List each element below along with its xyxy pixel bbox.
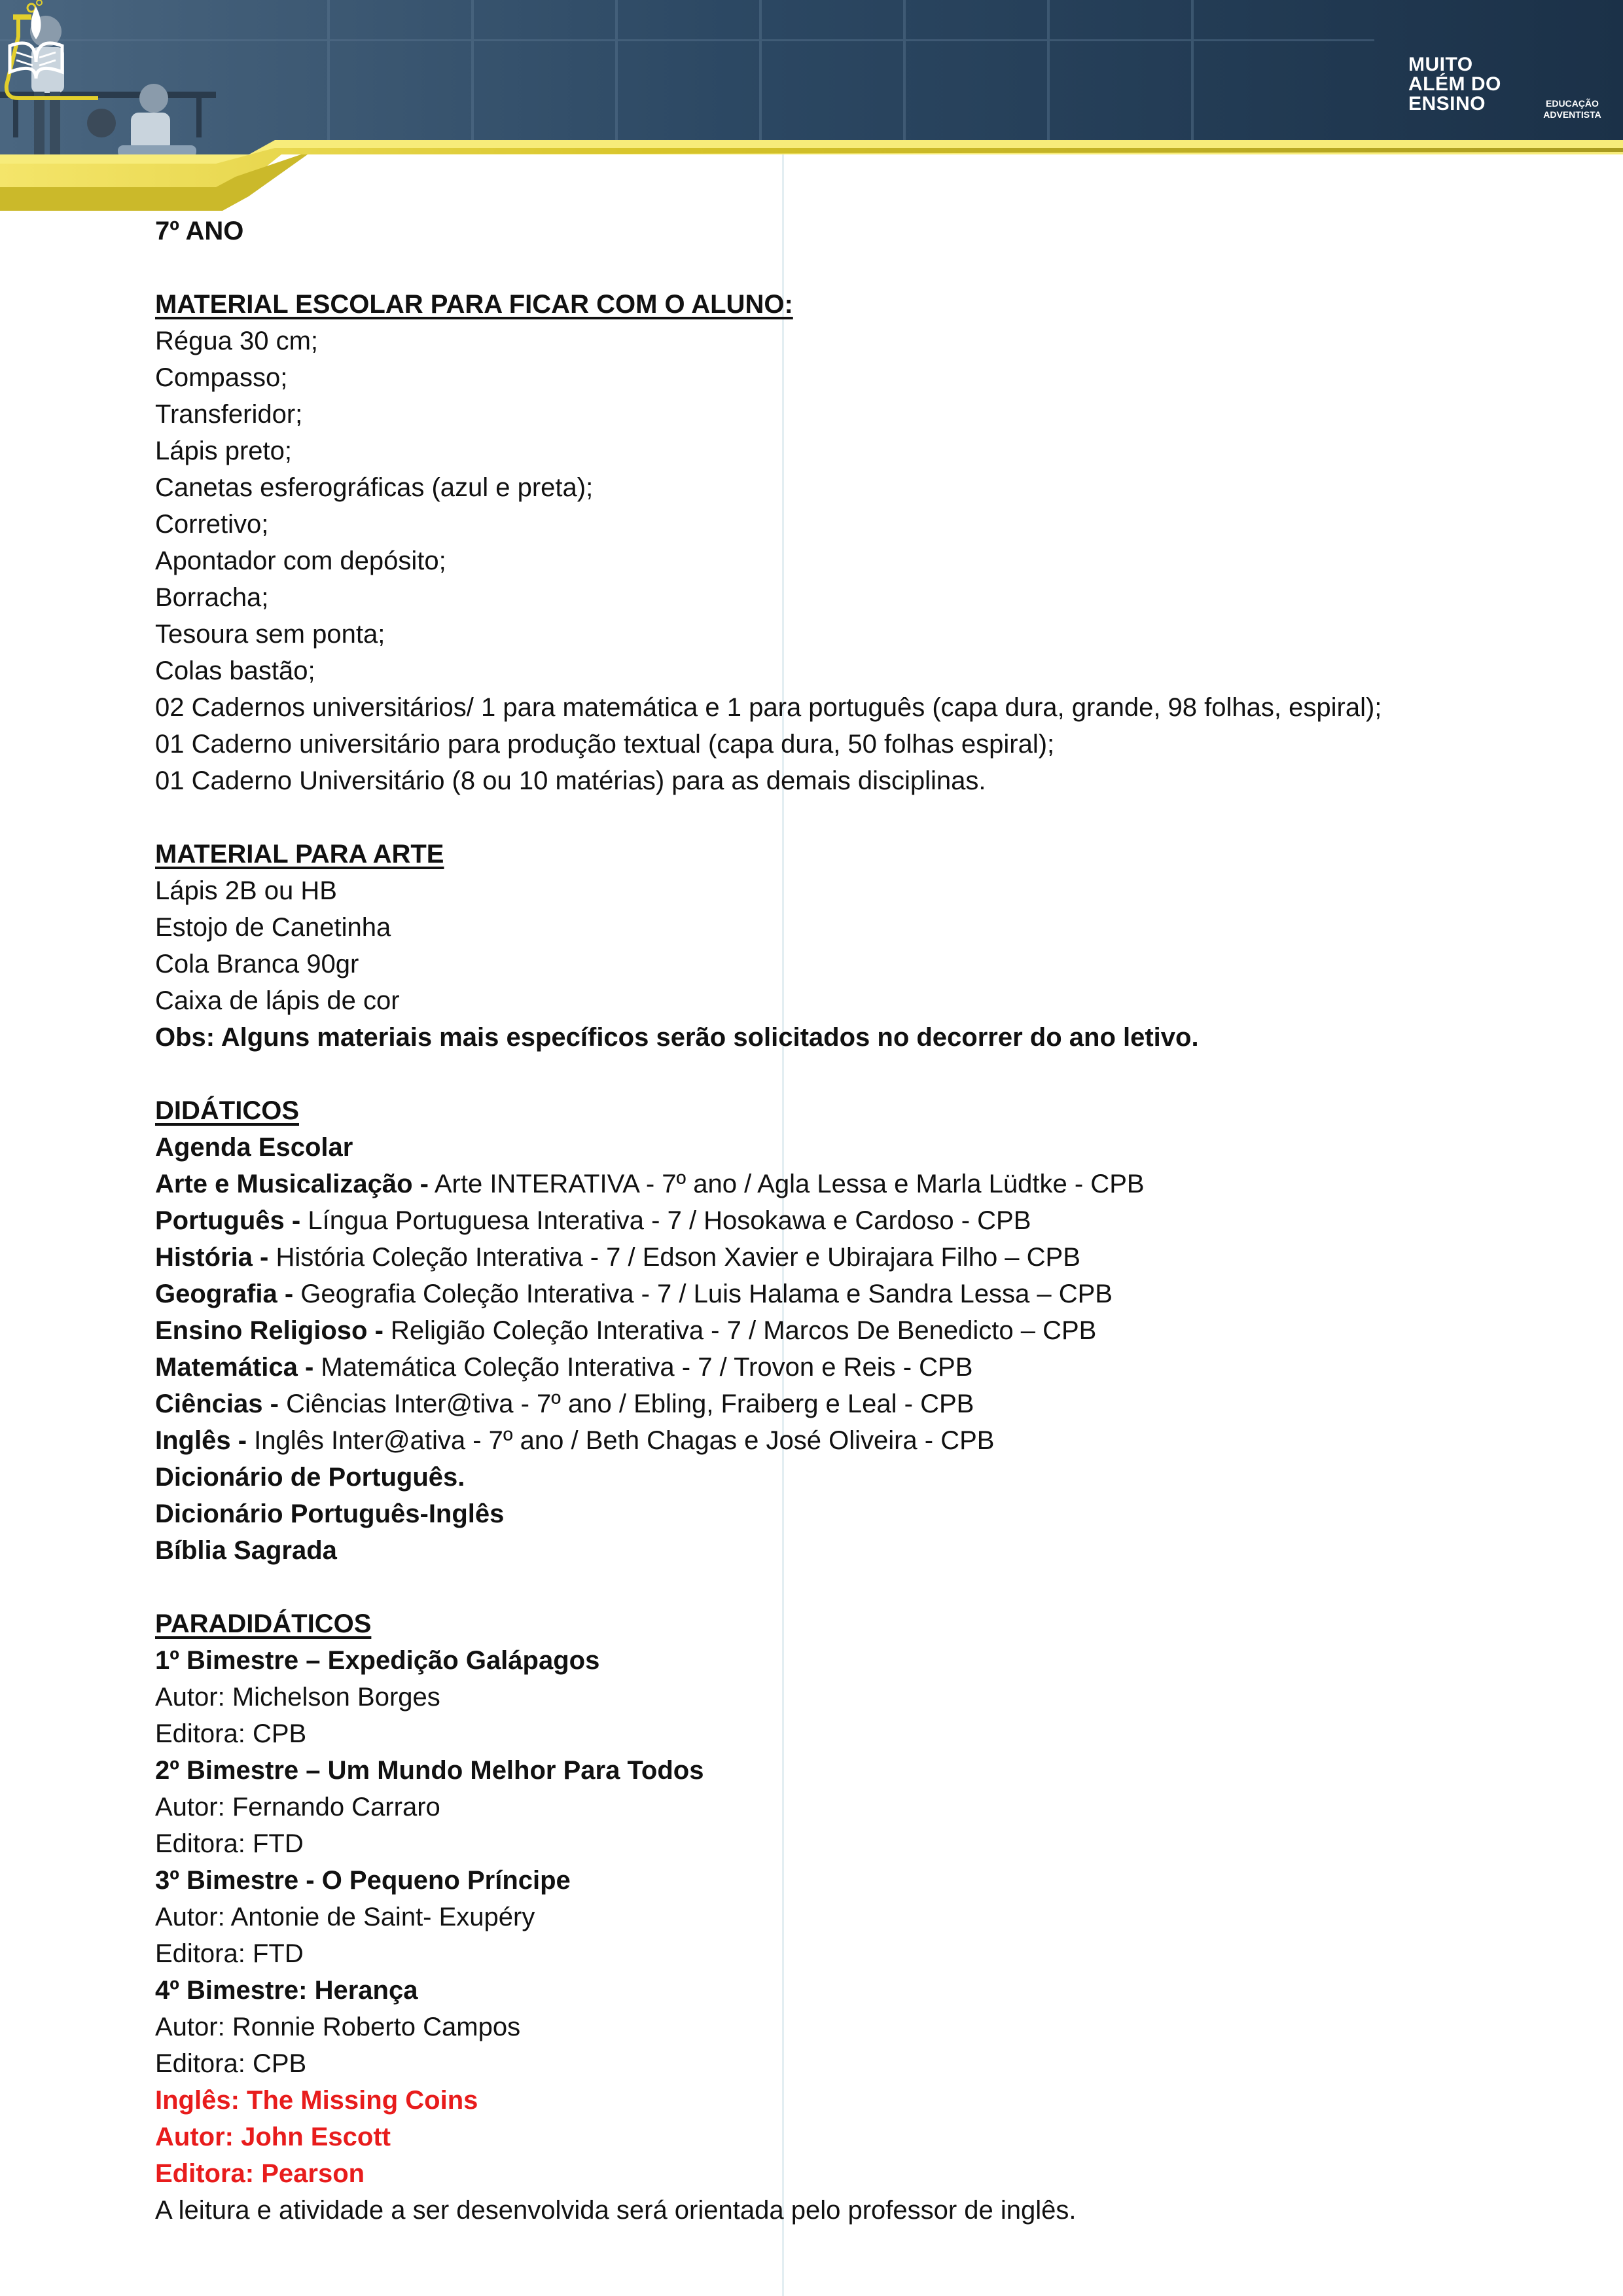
material-item: Compasso; (155, 363, 288, 392)
arte-section-title: MATERIAL PARA ARTE (155, 840, 444, 869)
didaticos-section (155, 1092, 1529, 1569)
spacer (155, 1569, 1529, 1605)
material-item: Lápis preto; (155, 437, 293, 465)
material-item: Corretivo; (155, 510, 269, 539)
header-background (0, 0, 1623, 216)
book-desc: Ciências Inter@tiva - 7º ano / Ebling, Fraiberg e Leal - CPB (278, 1390, 974, 1418)
book-subject: Geografia - (155, 1280, 294, 1308)
book-subject: Português - (155, 1206, 301, 1235)
english-book-author: Autor: John Escott (155, 2123, 391, 2151)
book-subject: História - (155, 1243, 269, 1272)
english-reading-note: A leitura e atividade a ser desenvolvida será orientada pelo professor de inglês. (155, 2196, 1077, 2225)
material-item: 02 Cadernos universitários/ 1 para matemática e 1 para português (capa dura, grande, 98 folhas, espiral); (155, 693, 1382, 722)
page-header-banner (0, 0, 1623, 216)
material-item: Colas bastão; (155, 656, 315, 685)
arte-item: Caixa de lápis de cor (155, 986, 400, 1015)
english-book-title: Inglês: The Missing Coins (155, 2086, 478, 2115)
paradidaticos-section-title: PARADIDÁTICOS (155, 1609, 372, 1638)
book-subject: Ensino Religioso - (155, 1316, 383, 1345)
material-section-title: MATERIAL ESCOLAR PARA FICAR COM O ALUNO: (155, 290, 793, 319)
paradidatico-author: Autor: Ronnie Roberto Campos (155, 2013, 521, 2041)
grade-heading: 7º ANO (155, 217, 244, 245)
material-item: Canetas esferográficas (azul e preta); (155, 473, 594, 502)
didatico-book (155, 1166, 1529, 1202)
material-item: Régua 30 cm; (155, 327, 319, 355)
paradidatico-publisher: Editora: FTD (155, 1829, 304, 1858)
document-body (155, 213, 1529, 2229)
book-desc: Matemática Coleção Interativa - 7 / Trovon e Reis - CPB (313, 1353, 973, 1382)
paradidatico-title: 4º Bimestre: Herança (155, 1976, 418, 2005)
material-item: Tesoura sem ponta; (155, 620, 385, 649)
paradidatico-publisher: Editora: CPB (155, 2049, 307, 2078)
paradidatico-title: 3º Bimestre - O Pequeno Príncipe (155, 1866, 571, 1895)
arte-item: Estojo de Canetinha (155, 913, 391, 942)
didatico-book (155, 1386, 1529, 1422)
didatico-book (155, 1312, 1529, 1349)
book-subject: Inglês - (155, 1426, 247, 1455)
agenda-item: Agenda Escolar (155, 1133, 353, 1162)
material-item: 01 Caderno Universitário (8 ou 10 matérias) para as demais disciplinas. (155, 766, 986, 795)
material-item: 01 Caderno universitário para produção textual (capa dura, 50 folhas espiral); (155, 730, 1055, 759)
english-book-publisher: Editora: Pearson (155, 2159, 365, 2188)
spacer (155, 799, 1529, 836)
book-subject: Ciências - (155, 1390, 279, 1418)
material-item: Apontador com depósito; (155, 547, 446, 575)
material-item: Borracha; (155, 583, 269, 612)
material-section (155, 286, 1529, 799)
paradidatico-author: Autor: Antonie de Saint- Exupéry (155, 1903, 535, 1931)
didatico-book (155, 1349, 1529, 1386)
didatico-book (155, 1276, 1529, 1312)
paradidatico-title: 2º Bimestre – Um Mundo Melhor Para Todos (155, 1756, 704, 1785)
paradidaticos-section (155, 1605, 1529, 2229)
spacer (155, 249, 1529, 286)
didatico-book (155, 1422, 1529, 1459)
paradidatico-publisher: Editora: FTD (155, 1939, 304, 1968)
paradidatico-author: Autor: Fernando Carraro (155, 1793, 440, 1821)
didaticos-section-title: DIDÁTICOS (155, 1096, 299, 1125)
book-desc: Inglês Inter@ativa - 7º ano / Beth Chagas e José Oliveira - CPB (247, 1426, 995, 1455)
book-subject: Arte e Musicalização - (155, 1170, 429, 1198)
edu-wordmark: EDUCAÇÃO ADVENTISTA (1543, 98, 1601, 120)
book-desc: Arte INTERATIVA - 7º ano / Agla Lessa e Marla Lüdtke - CPB (428, 1170, 1145, 1198)
extra-item: Bíblia Sagrada (155, 1536, 337, 1565)
book-desc: Religião Coleção Interativa - 7 / Marcos De Benedicto – CPB (383, 1316, 1097, 1345)
arte-item: Lápis 2B ou HB (155, 876, 337, 905)
brand-wordmark: MUITO ALÉM DO ENSINO (1408, 54, 1501, 115)
book-desc: Língua Portuguesa Interativa - 7 / Hosokawa e Cardoso - CPB (300, 1206, 1031, 1235)
paradidatico-author: Autor: Michelson Borges (155, 1683, 440, 1712)
book-desc: Geografia Coleção Interativa - 7 / Luis Halama e Sandra Lessa – CPB (293, 1280, 1113, 1308)
extra-item: Dicionário de Português. (155, 1463, 465, 1492)
material-item: Transferidor; (155, 400, 303, 429)
arte-section (155, 836, 1529, 1056)
spacer (155, 1056, 1529, 1092)
didatico-book (155, 1202, 1529, 1239)
arte-item: Cola Branca 90gr (155, 950, 359, 978)
bible-flame-logo-icon (0, 0, 72, 105)
didatico-book (155, 1239, 1529, 1276)
arte-obs-note: Obs: Alguns materiais mais específicos serão solicitados no decorrer do ano letivo. (155, 1023, 1199, 1052)
book-desc: História Coleção Interativa - 7 / Edson Xavier e Ubirajara Filho – CPB (268, 1243, 1080, 1272)
paradidatico-publisher: Editora: CPB (155, 1719, 307, 1748)
paradidatico-title: 1º Bimestre – Expedição Galápagos (155, 1646, 600, 1675)
extra-item: Dicionário Português-Inglês (155, 1499, 505, 1528)
book-subject: Matemática - (155, 1353, 314, 1382)
